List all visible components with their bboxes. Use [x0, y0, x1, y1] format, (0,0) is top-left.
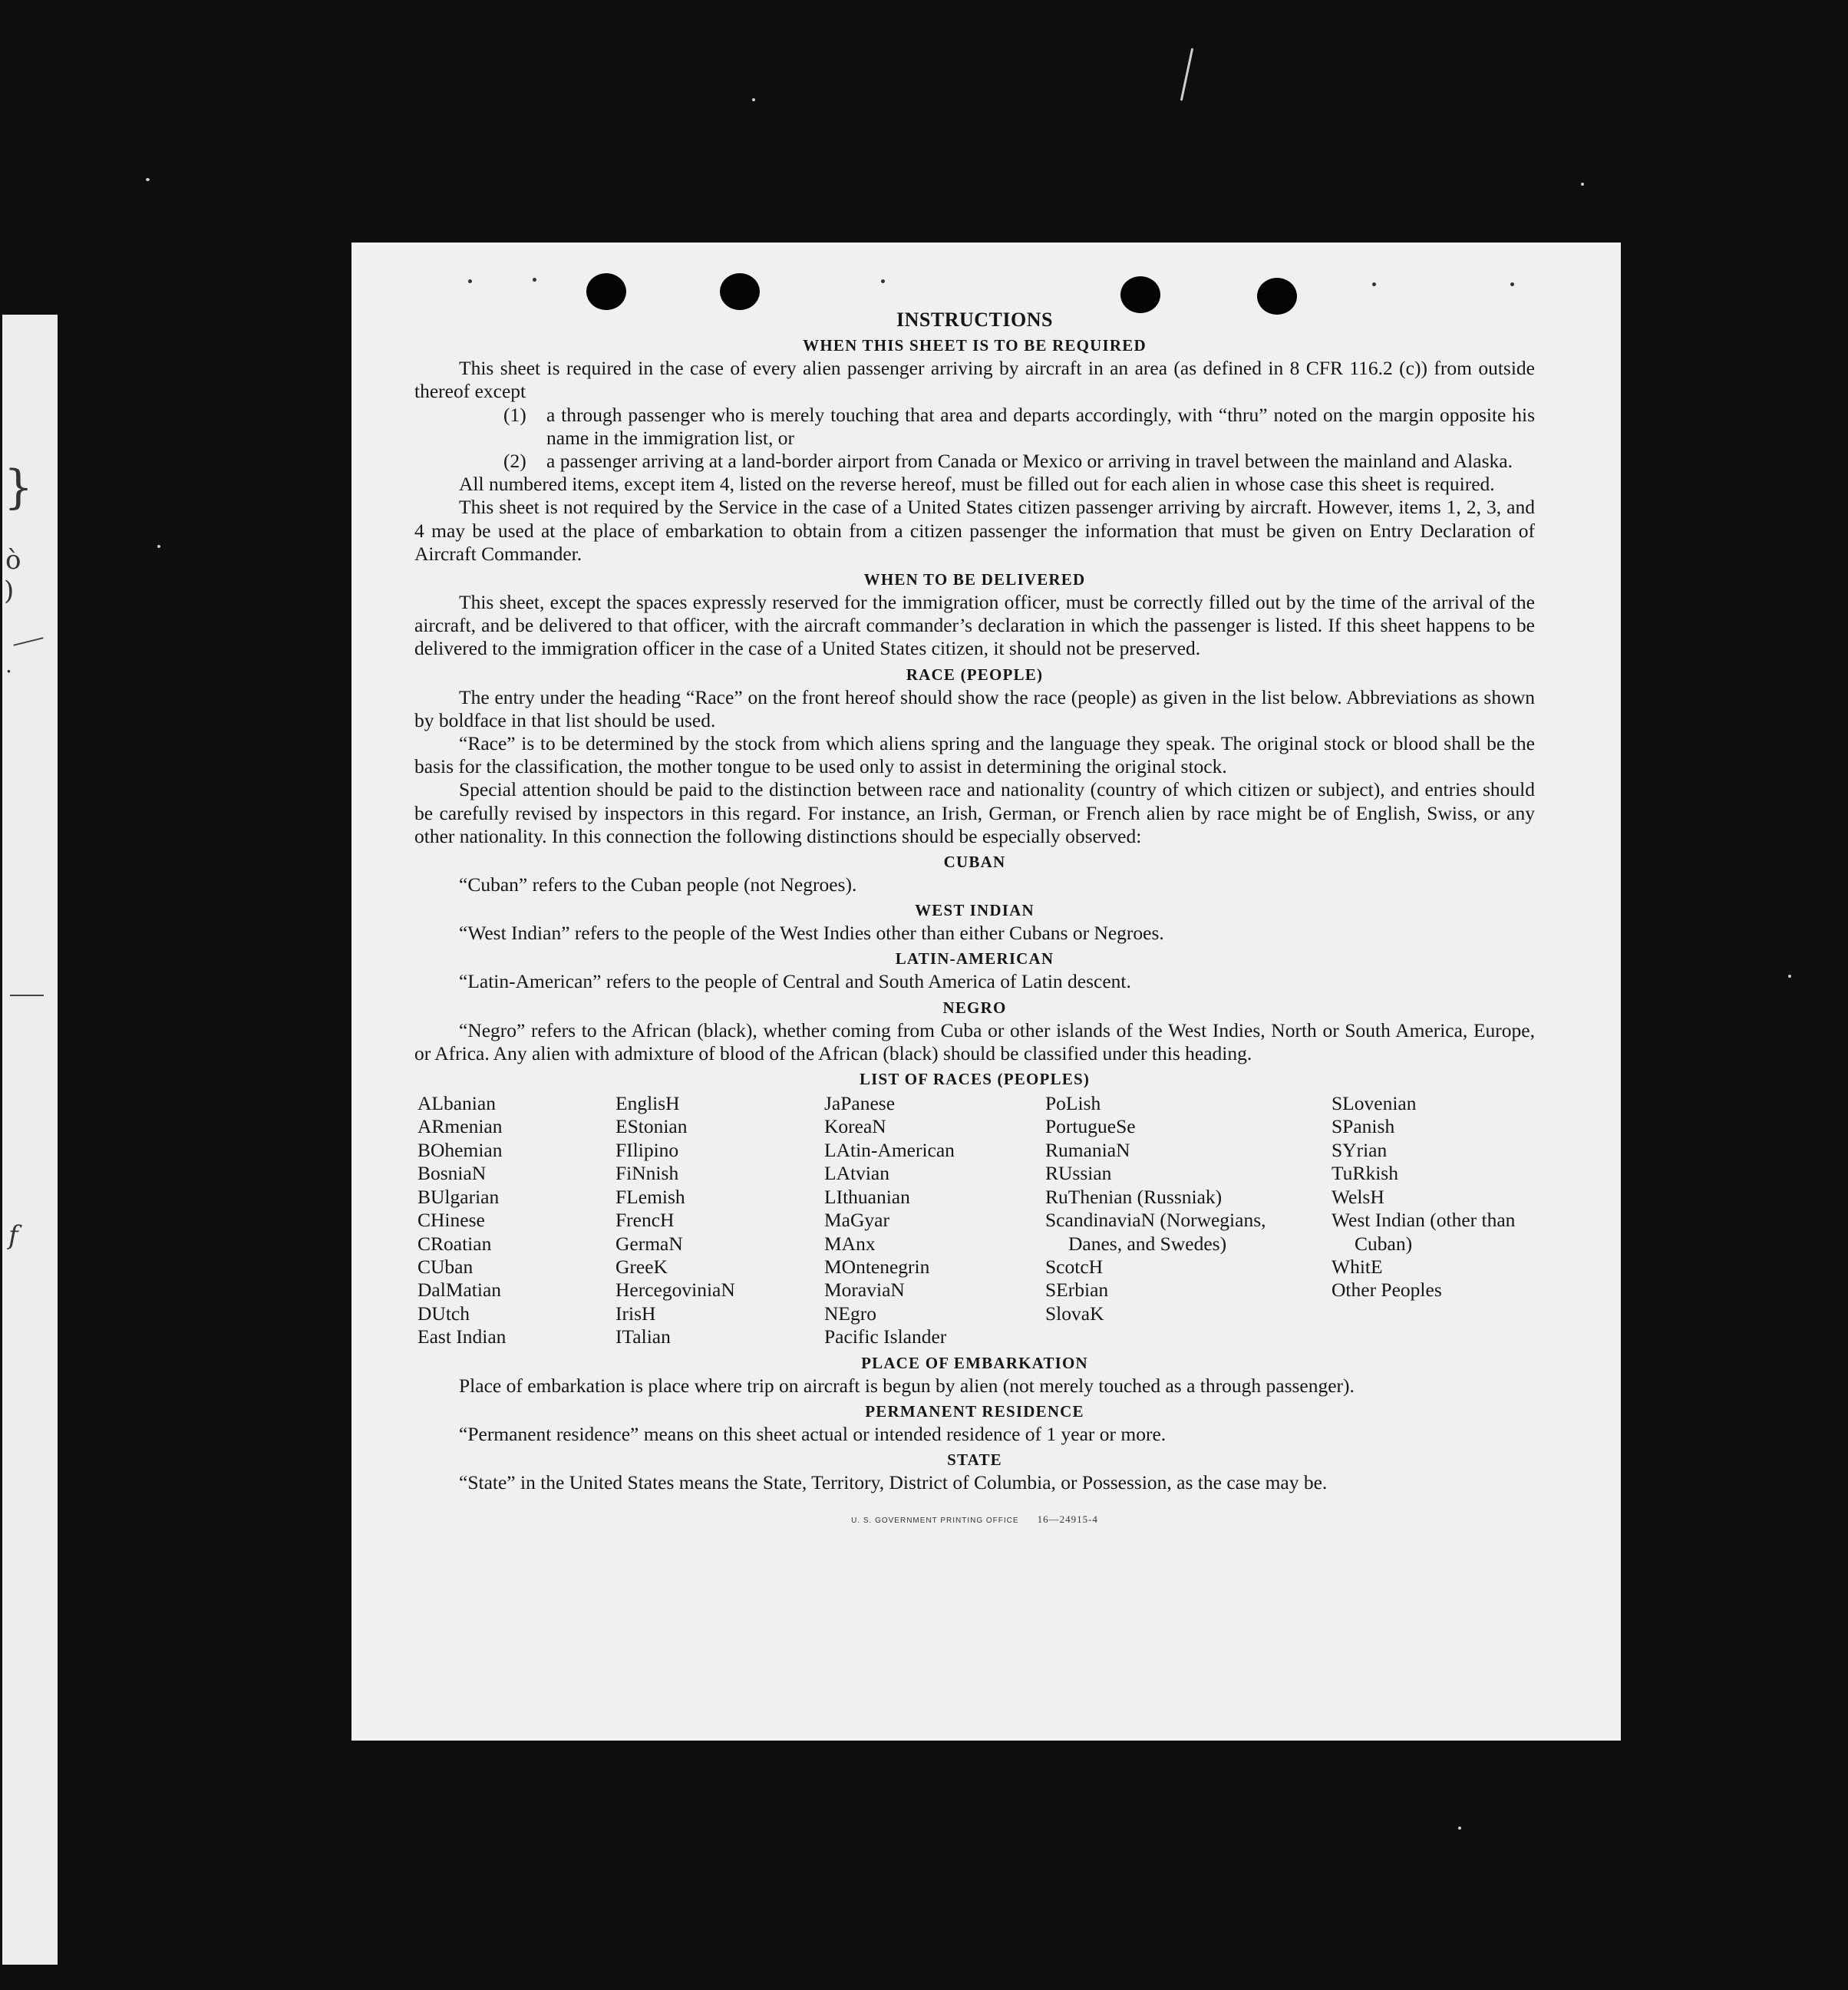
race-entry: Pacific Islander — [824, 1325, 947, 1348]
paragraph: “State” in the United States means the State, Territory, District of Columbia, or Possession, as the case may be. — [459, 1470, 1328, 1493]
paragraph: This sheet, except the spaces expressly reserved for the immigration officer, must be correctly filled out by the time of the arrival of the aircraft, and be delivered to that officer, with the aircraft commander’s declaration in which the passenger is listed. If this sheet happens to be delivered to the immigration officer in the case of a United States citizen, it should not be preserved. — [414, 591, 1535, 660]
race-entry: FLemish — [615, 1185, 685, 1208]
race-entry: RUssian — [1045, 1162, 1112, 1185]
film-speck — [752, 98, 755, 101]
race-entry: RuThenian (Russniak) — [1045, 1185, 1223, 1208]
race-entry: BUlgarian — [417, 1185, 500, 1208]
section-heading-state: STATE — [947, 1450, 1002, 1469]
section-heading-races-list: LIST OF RACES (PEOPLES) — [859, 1070, 1091, 1089]
race-entry: RumaniaN — [1045, 1138, 1130, 1161]
race-entry: SlovaK — [1045, 1302, 1104, 1325]
race-entry: ScandinaviaN (Norwegians, Danes, and Swedes) — [1045, 1209, 1266, 1255]
race-entry: LIthuanian — [824, 1185, 910, 1208]
race-entry: ARmenian — [417, 1115, 503, 1138]
races-column-5 — [1332, 1092, 1538, 1348]
race-entry: DUtch — [417, 1302, 470, 1325]
race-entry: WelsH — [1332, 1185, 1384, 1208]
item-number: (1) — [503, 403, 526, 426]
printer-name: U. S. GOVERNMENT PRINTING OFFICE — [851, 1516, 1019, 1526]
race-entry: GermaN — [615, 1232, 683, 1255]
handwritten-mark: . — [5, 652, 12, 678]
race-entry: DalMatian — [417, 1279, 502, 1302]
race-entry: ALbanian — [417, 1092, 496, 1115]
film-speck — [881, 279, 885, 283]
adjacent-page-edge — [2, 315, 58, 1965]
paragraph: “Race” is to be determined by the stock from which aliens spring and the language they speak. The original stock or blood shall be the basis for the classification, the mother tongue to be used only to assist in determining the original stock. — [414, 732, 1535, 778]
paragraph: “West Indian” refers to the people of the West Indies other than either Cubans or Negroes. — [459, 922, 1164, 945]
race-entry: ScotcH — [1045, 1255, 1104, 1278]
race-entry: Other Peoples — [1332, 1279, 1442, 1302]
section-heading-residence: PERMANENT RESIDENCE — [865, 1401, 1084, 1421]
race-entry: TuRkish — [1332, 1162, 1398, 1185]
enumerated-item — [414, 404, 1535, 450]
race-entry: NEgro — [824, 1302, 876, 1325]
paragraph: All numbered items, except item 4, listed on the reverse hereof, must be filled out for each alien in whose case this sheet is required. — [459, 473, 1495, 496]
race-entry: CHinese — [417, 1209, 485, 1232]
paragraph: The entry under the heading “Race” on the front hereof should show the race (people) as given in the list below. Abbreviations as shown by boldface in that list should be used. — [414, 685, 1535, 731]
paragraph: “Latin-American” refers to the people of Central and South America of Latin descent. — [459, 970, 1131, 993]
race-entry: FiNnish — [615, 1162, 679, 1185]
race-entry: EnglisH — [615, 1092, 680, 1115]
film-speck — [146, 178, 150, 181]
film-speck — [533, 278, 536, 282]
sheet-content — [414, 309, 1535, 1533]
race-entry: GreeK — [615, 1255, 668, 1278]
paragraph: This sheet is required in the case of every alien passenger arriving by aircraft in an area (as defined in 8 CFR 116.2 (c)) from outside thereof except — [414, 357, 1535, 403]
races-column-3 — [824, 1092, 1045, 1348]
section-heading-negro: NEGRO — [942, 998, 1007, 1017]
paragraph: “Cuban” refers to the Cuban people (not Negroes). — [459, 873, 857, 896]
race-entry: MoraviaN — [824, 1279, 905, 1302]
handwritten-mark: ) — [4, 576, 15, 606]
race-entry: SPanish — [1332, 1115, 1395, 1138]
film-speck — [1180, 48, 1193, 101]
printer-imprint — [414, 1508, 1535, 1533]
race-entry: East Indian — [417, 1325, 507, 1348]
film-speck — [1581, 183, 1584, 186]
race-entry: EStonian — [615, 1115, 688, 1138]
race-entry: MaGyar — [824, 1209, 889, 1232]
paragraph: “Negro” refers to the African (black), whether coming from Cuba or other islands of the West Indies, North or South America, Europe, or Africa. Any alien with admixture of blood of the African (black) should be classified under this heading. — [414, 1018, 1535, 1064]
races-list — [414, 1092, 1535, 1348]
race-entry: BOhemian — [417, 1138, 503, 1161]
film-speck — [1510, 282, 1514, 286]
section-heading-embarkation: PLACE OF EMBARKATION — [861, 1353, 1088, 1372]
race-entry: HercegoviniaN — [615, 1279, 735, 1302]
section-heading-delivered: WHEN TO BE DELIVERED — [863, 570, 1086, 589]
races-column-4 — [1045, 1092, 1332, 1348]
race-entry: FrencH — [615, 1209, 675, 1232]
section-heading-race: RACE (PEOPLE) — [906, 665, 1044, 684]
page-title: INSTRUCTIONS — [896, 309, 1053, 331]
race-entry: LAtin-American — [824, 1138, 955, 1161]
film-speck — [468, 279, 472, 283]
race-entry: SYrian — [1332, 1138, 1388, 1161]
race-entry: KoreaN — [824, 1115, 886, 1138]
race-entry: BosniaN — [417, 1162, 487, 1185]
race-entry: SErbian — [1045, 1279, 1109, 1302]
paragraph: “Permanent residence” means on this sheet actual or intended residence of 1 year or more. — [459, 1422, 1167, 1445]
film-speck — [1372, 282, 1376, 286]
race-entry: WhitE — [1332, 1255, 1383, 1278]
film-speck — [157, 545, 160, 548]
punch-hole — [1120, 276, 1160, 313]
race-entry: PortugueSe — [1045, 1115, 1136, 1138]
race-entry: MOntenegrin — [824, 1255, 930, 1278]
film-speck — [1788, 975, 1791, 978]
race-entry: CRoatian — [417, 1232, 492, 1255]
race-entry: JaPanese — [824, 1092, 896, 1115]
handwritten-stroke — [10, 995, 44, 996]
item-text: a passenger arriving at a land-border airport from Canada or Mexico or arriving in travel between the mainland and Alaska. — [546, 450, 1513, 473]
handwritten-stroke — [13, 637, 43, 646]
handwritten-mark: ò — [5, 545, 21, 576]
race-entry: CUban — [417, 1255, 474, 1278]
item-number: (2) — [503, 450, 526, 473]
races-column-2 — [615, 1092, 824, 1348]
paragraph: This sheet is not required by the Service in the case of a United States citizen passenger arriving by aircraft. However, items 1, 2, 3, and 4 may be used at the place of embarkation to obtain from a citizen passenger the information that must be given on Entry Declaration of Aircraft Commander. — [414, 496, 1535, 565]
paragraph: Special attention should be paid to the distinction between race and nationality (country of which citizen or subject), and entries should be carefully revised by inspectors in this regard. For instance, an Irish, German, or French alien by race might be of English, Swiss, or any other nationality. In this connection the following distinctions should be especially observed: — [414, 778, 1535, 847]
section-heading-required: WHEN THIS SHEET IS TO BE REQUIRED — [803, 336, 1147, 355]
form-code: 16—24915-4 — [1037, 1513, 1098, 1526]
punch-hole — [720, 273, 760, 310]
enumerated-item — [414, 450, 1535, 473]
item-text: a through passenger who is merely touching that area and departs accordingly, with “thru” noted on the margin opposite his name in the immigration list, or — [546, 403, 1535, 449]
section-heading-cuban: CUBAN — [943, 853, 1006, 872]
film-speck — [1458, 1827, 1461, 1830]
race-entry: SLovenian — [1332, 1092, 1417, 1115]
section-heading-latin-american: LATIN-AMERICAN — [895, 949, 1054, 969]
punch-hole — [586, 273, 626, 310]
races-column-1 — [417, 1092, 615, 1348]
paragraph: Place of embarkation is place where trip on aircraft is begun by alien (not merely touched as a through passenger). — [459, 1374, 1355, 1397]
race-entry: MAnx — [824, 1232, 876, 1255]
race-entry: LAtvian — [824, 1162, 889, 1185]
race-entry: ITalian — [615, 1325, 671, 1348]
race-entry: West Indian (other than Cuban) — [1332, 1209, 1516, 1255]
race-entry: IrisH — [615, 1302, 656, 1325]
race-entry: FIlipino — [615, 1138, 679, 1161]
race-entry: PoLish — [1045, 1092, 1101, 1115]
handwritten-mark: } — [4, 460, 34, 514]
section-heading-west-indian: WEST INDIAN — [915, 901, 1035, 920]
instruction-sheet — [351, 243, 1621, 1741]
handwritten-mark: f — [8, 1220, 18, 1251]
